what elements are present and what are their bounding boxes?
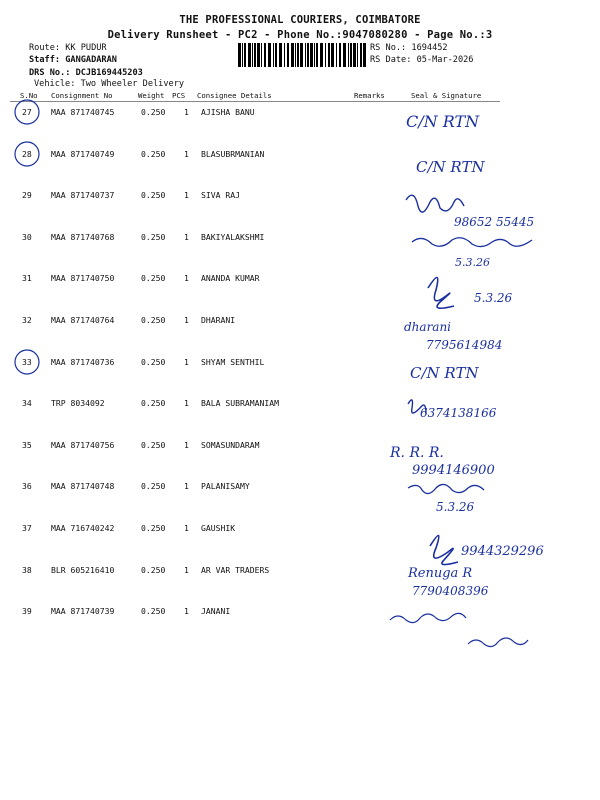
row-consignee: BLASUBRMANIAN	[201, 149, 265, 159]
rs-number: RS No.: 1694452	[370, 43, 448, 53]
handwritten-phone-34: 6374138166	[420, 406, 497, 420]
row-consignee: BAKIYALAKSHMI	[201, 232, 265, 242]
col-consignment: Consignment No	[51, 91, 113, 100]
row-weight: 0.250	[141, 523, 166, 533]
staff-label: Staff: GANGADARAN	[29, 55, 117, 65]
row-pcs: 1	[184, 315, 189, 325]
row-consignee: SHYAM SENTHIL	[201, 357, 265, 367]
row-weight: 0.250	[141, 440, 166, 450]
row-sno: 34	[22, 398, 32, 408]
row-consignment-no: MAA 871740748	[51, 481, 115, 491]
row-consignment-no: TRP 8034092	[51, 398, 105, 408]
row-sno: 36	[22, 481, 32, 491]
row-consignment-no: MAA 871740756	[51, 440, 115, 450]
row-consignment-no: MAA 871740764	[51, 315, 115, 325]
signature-39a	[390, 613, 466, 622]
row-sno: 38	[22, 565, 32, 575]
row-sno: 28	[22, 149, 32, 159]
row-consignee: SIVA RAJ	[201, 190, 240, 200]
handwritten-phone-38: 7790408396	[412, 584, 489, 598]
handwritten-phone-29: 98652 55445	[454, 215, 535, 229]
row-pcs: 1	[184, 190, 189, 200]
handwritten-rtn-27: C/N RTN	[406, 112, 480, 131]
handwritten-name-38: Renuga R	[408, 566, 473, 581]
company-title: THE PROFESSIONAL COURIERS, COIMBATORE	[179, 14, 421, 26]
row-pcs: 1	[184, 149, 189, 159]
handwritten-date-30: 5.3.26	[455, 256, 490, 269]
col-weight: Weight	[138, 91, 165, 100]
row-sno: 33	[22, 357, 32, 367]
row-consignment-no: MAA 871740736	[51, 357, 115, 367]
row-pcs: 1	[184, 107, 189, 117]
handwritten-name-32: dharani	[404, 320, 452, 334]
row-consignment-no: BLR 605216410	[51, 565, 115, 575]
vehicle-label: Vehicle: Two Wheeler Delivery	[34, 79, 185, 89]
row-sno: 30	[22, 232, 32, 242]
row-consignment-no: MAA 871740750	[51, 273, 115, 283]
handwritten-phone-37: 9944329296	[461, 544, 544, 559]
row-consignee: AR VAR TRADERS	[201, 565, 270, 575]
row-sno: 35	[22, 440, 32, 450]
row-sno: 29	[22, 190, 32, 200]
row-weight: 0.250	[141, 149, 166, 159]
signature-36	[408, 484, 484, 493]
col-seal-signature: Seal & Signature	[411, 91, 482, 100]
row-consignee: GAUSHIK	[201, 523, 236, 533]
row-consignment-no: MAA 871740745	[51, 107, 115, 117]
row-consignee: ANANDA KUMAR	[201, 273, 260, 283]
runsheet-subtitle: Delivery Runsheet - PC2 - Phone No.:9047080280 - Page No.:3	[107, 29, 493, 41]
row-weight: 0.250	[141, 481, 166, 491]
signature-37	[430, 535, 458, 564]
route-label: Route: KK PUDUR	[29, 43, 107, 53]
handwritten-rtn-28: C/N RTN	[416, 158, 485, 176]
row-weight: 0.250	[141, 190, 166, 200]
row-pcs: 1	[184, 481, 189, 491]
row-pcs: 1	[184, 523, 189, 533]
row-pcs: 1	[184, 606, 189, 616]
row-sno: 37	[22, 523, 32, 533]
signature-30	[412, 238, 532, 247]
row-consignment-no: MAA 716740242	[51, 523, 115, 533]
row-sno: 39	[22, 606, 32, 616]
row-consignment-no: MAA 871740739	[51, 606, 115, 616]
row-consignee: JANANI	[201, 606, 231, 616]
handwritten-date-36: 5.3.26	[436, 500, 475, 514]
row-consignment-no: MAA 871740737	[51, 190, 115, 200]
row-weight: 0.250	[141, 107, 166, 117]
handwritten-initials-35: R. R. R.	[390, 445, 444, 461]
col-consignee: Consignee Details	[197, 91, 272, 100]
row-pcs: 1	[184, 398, 189, 408]
row-weight: 0.250	[141, 315, 166, 325]
col-sno: S.No	[20, 91, 38, 100]
rs-date: RS Date: 05-Mar-2026	[370, 55, 474, 65]
handwritten-rtn-33: C/N RTN	[410, 364, 479, 382]
row-weight: 0.250	[141, 232, 166, 242]
row-sno: 32	[22, 315, 32, 325]
handwritten-date-31: 5.3.26	[474, 291, 513, 305]
row-pcs: 1	[184, 232, 189, 242]
row-weight: 0.250	[141, 273, 166, 283]
signature-31	[428, 277, 454, 308]
col-remarks: Remarks	[354, 91, 385, 100]
drs-number: DRS No.: DCJB169445203	[29, 68, 143, 78]
row-consignee: DHARANI	[201, 315, 236, 325]
row-weight: 0.250	[141, 606, 166, 616]
row-pcs: 1	[184, 565, 189, 575]
row-consignee: AJISHA BANU	[201, 107, 255, 117]
row-sno: 31	[22, 273, 32, 283]
row-consignment-no: MAA 871740749	[51, 149, 115, 159]
handwritten-phone-32: 7795614984	[426, 338, 503, 352]
row-consignee: BALA SUBRAMANIAM	[201, 398, 279, 408]
row-consignee: PALANISAMY	[201, 481, 250, 491]
row-sno: 27	[22, 107, 32, 117]
signature-39b	[468, 638, 528, 647]
row-pcs: 1	[184, 357, 189, 367]
col-pcs: PCS	[172, 91, 186, 100]
row-weight: 0.250	[141, 565, 166, 575]
row-consignment-no: MAA 871740768	[51, 232, 115, 242]
row-weight: 0.250	[141, 398, 166, 408]
row-consignee: SOMASUNDARAM	[201, 440, 260, 450]
row-pcs: 1	[184, 440, 189, 450]
row-pcs: 1	[184, 273, 189, 283]
signature-29	[406, 195, 464, 212]
row-weight: 0.250	[141, 357, 166, 367]
handwritten-phone-35: 9994146900	[412, 463, 495, 478]
